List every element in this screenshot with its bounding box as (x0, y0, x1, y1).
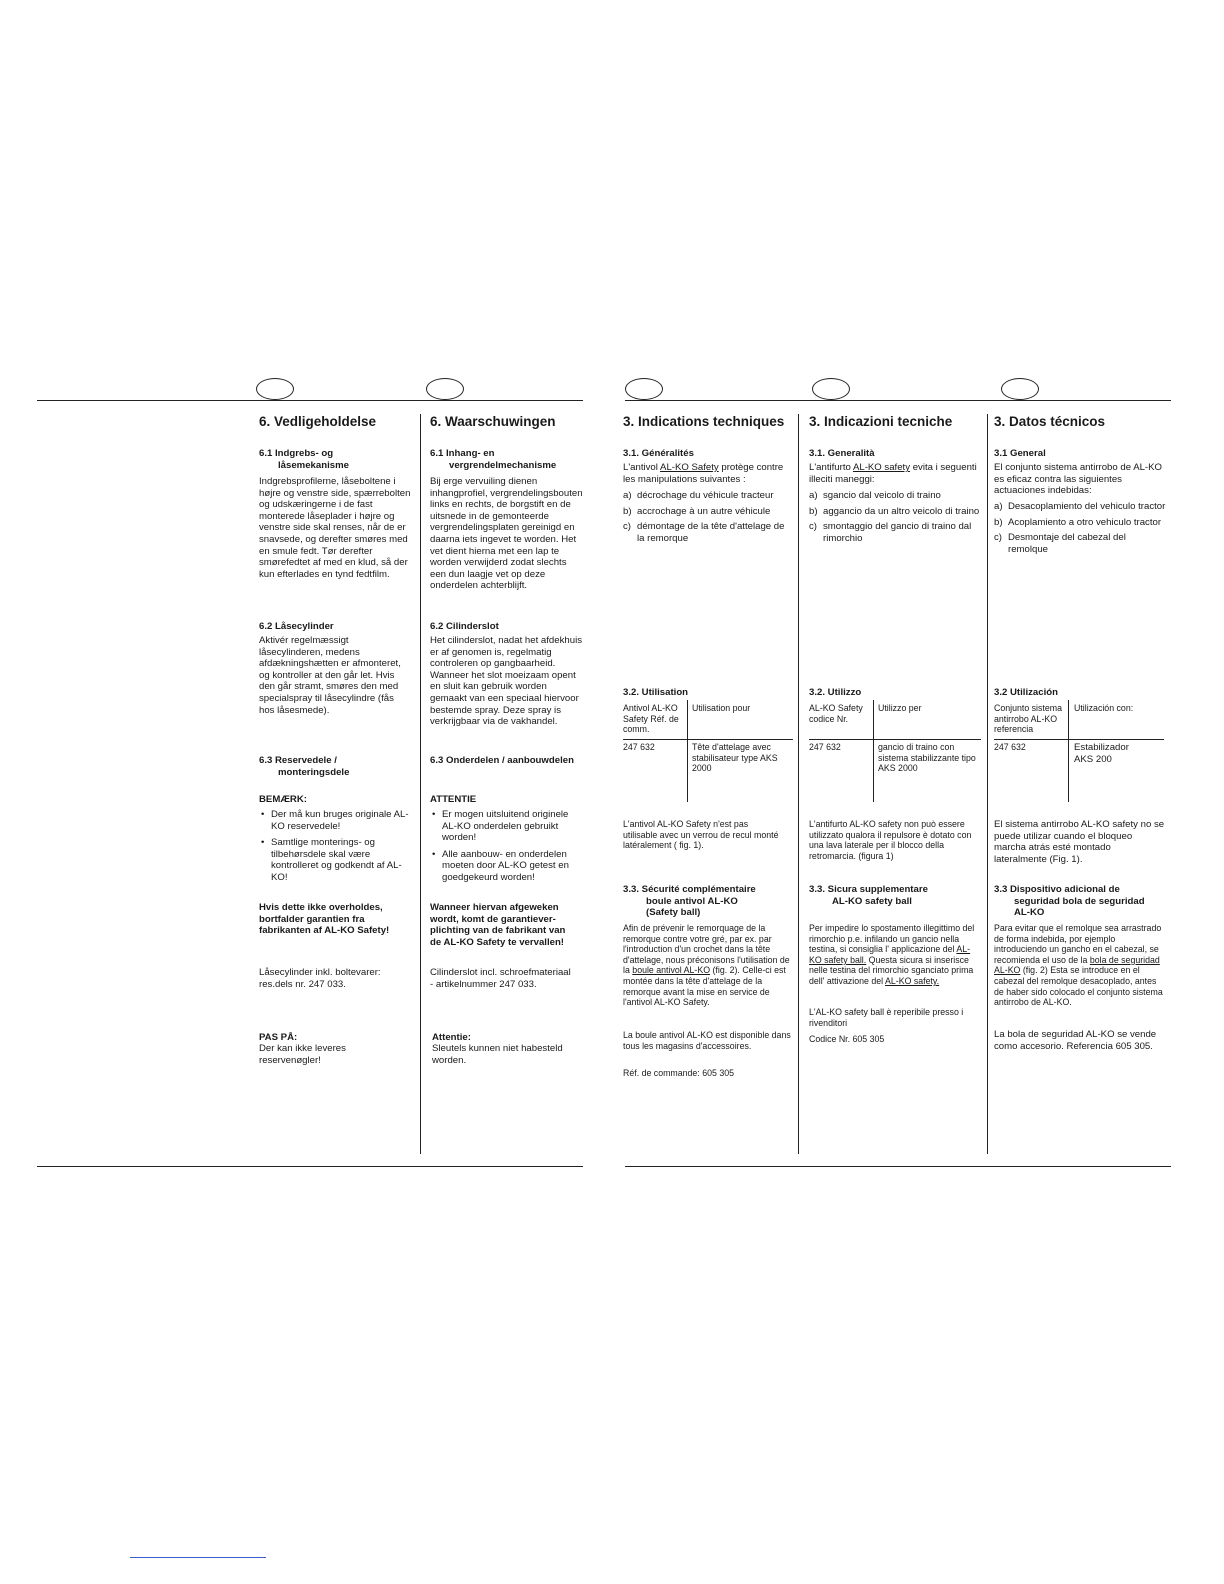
list (623, 490, 793, 548)
paragraph: Per impedire lo spostamento illegittimo del rimorchio p.e. infilando un gancio nella testina, si consiglia l' applicazione del AL-KO safety ball. Questa sicura si inserisce nelle testina del rimorchio sganciato prima dell' attivazione del AL-KO safety. (809, 923, 975, 986)
bottom-rule-left (37, 1166, 583, 1167)
table-header: Utilización con: (1074, 703, 1134, 713)
table-cell: 247 632 (809, 742, 841, 752)
subsection-title: 6.2 Cilinderslot (430, 621, 499, 632)
section-title: 6. Waarschuwingen (430, 414, 556, 429)
caution-title: Attentie: (432, 1032, 471, 1043)
paragraph: Para evitar que el remolque sea arrastrado de forma indebida, por ejemplo introduciendo un gancho en el cabezal, se recomienda el uso de la bola de seguridad AL-KO (fig. 2) Esta se introduce en el cabezal del remolque desacoplado, antes de haber sido colocado el conjunto sistema antirrobo de AL-KO. (994, 923, 1163, 1008)
subsection-title: 3.1. Generalità (809, 448, 875, 459)
subsection-title: 3.2. Utilizzo (809, 687, 862, 698)
table-cell: gancio di traino con sistema stabilizzante tipo AKS 2000 (878, 742, 976, 774)
section-title: 3. Indications techniques (623, 414, 785, 429)
list-item: c) smontaggio del gancio di traino dal rimorchio (809, 521, 972, 544)
subsection-title: 3.3 Dispositivo adicional de seguridad bola de seguridad AL-KO (994, 884, 1145, 919)
paragraph: L'antifurto AL-KO safety evita i seguenti illeciti maneggi: (809, 462, 977, 485)
list-item: a) Desacoplamiento del vehiculo tractor (994, 501, 1166, 512)
table-divider (873, 700, 874, 802)
list-item: b) accrochage à un autre véhicule (623, 505, 771, 517)
subsection-title: 6.2 Låsecylinder (259, 621, 334, 632)
table-header: AL-KO Safety codice Nr. (809, 703, 863, 724)
paragraph: L'AL-KO safety ball è reperibile presso i rivenditori (809, 1007, 964, 1028)
subsection-title: 6.3 Onderdelen / aanbouwdelen (430, 755, 574, 766)
table-rule (994, 739, 1164, 740)
list-item: b) Acoplamiento a otro vehiculo tractor (994, 516, 1162, 528)
table-cell: Tête d'attelage avec stabilisateur type AKS 2000 (692, 742, 778, 774)
table-rule (809, 739, 981, 740)
list (809, 490, 981, 548)
language-badge-icon (256, 378, 294, 400)
caution-title: PAS PÅ: (259, 1032, 298, 1043)
list (994, 501, 1166, 559)
table-cell: 247 632 (994, 742, 1026, 752)
paragraph: La boule antivol AL-KO est disponible dans tous les magasins d'accessoires. (623, 1030, 791, 1051)
footer-link-line (130, 1557, 266, 1558)
table-cell: 247 632 (623, 742, 655, 752)
subsection-title: 3.3. Sécurité complémentaire boule antivol AL-KO (Safety ball) (623, 884, 756, 919)
table-cell: Estabilizador AKS 200 (1074, 742, 1129, 765)
list-item: a) sgancio dal veicolo di traino (809, 490, 941, 501)
table-header: Antivol AL-KO Safety Réf. de comm. (623, 703, 679, 735)
part-number: Låsecylinder inkl. boltevarer: res.dels nr. 247 033. (259, 967, 381, 990)
table-header: Utilizzo per (878, 703, 922, 713)
paragraph: La bola de seguridad AL-KO se vende como accesorio. Referencia 605 305. (994, 1029, 1157, 1052)
list-item: • Der må kun bruges originale AL-KO reservedele! (261, 809, 409, 832)
list-item: • Alle aanbouw- en onderdelen moeten door AL-KO getest en goedgekeurd worden! (432, 848, 569, 883)
paragraph: El sistema antirrobo AL-KO safety no se puede utilizar cuando el bloqueo marcha atrás esté montado lateralmente (Fig. 1). (994, 819, 1165, 865)
bottom-rule-right (625, 1166, 1171, 1167)
table-header: Conjunto sistema antirrobo AL-KO referencia (994, 703, 1062, 735)
subsection-title: 3.2 Utilización (994, 687, 1058, 698)
section-title: 6. Vedligeholdelse (259, 414, 377, 429)
language-badge-icon (625, 378, 663, 400)
section-title: 3. Datos técnicos (994, 414, 1106, 429)
note-title: ATTENTIE (430, 794, 477, 805)
table-header: Utilisation pour (692, 703, 751, 713)
table-rule (623, 739, 793, 740)
list-item: • Er mogen uitsluitend originele AL-KO onderdelen gebruikt worden! (432, 809, 569, 844)
paragraph: L'antivol AL-KO Safety protège contre les manipulations suivantes : (623, 462, 784, 485)
paragraph: Het cilinderslot, nadat het afdekhuis er af genomen is, regelmatig controleren op gangbaarheid. Wanneer het slot moeizaam opent en sluit kan gebruik worden gemaakt van een speciaal hiervoor bestemde spray. Deze spray is verkrijgbaar via de vakhandel. (430, 635, 582, 728)
subsection-title: 6.3 Reservedele / monteringsdele (259, 755, 350, 778)
subsection-title: 3.1. Généralités (623, 448, 694, 459)
list-item: c) démontage de la tête d'attelage de la remorque (623, 521, 785, 544)
table-divider (1068, 700, 1069, 802)
paragraph: Indgrebsprofilerne, låseboltene i højre og venstre side, spærrebolten og udskæringerne i de fast monterede låseplader i højre og venstre side skal renses, når de er snavsede, og derefter smøres med en smule fedt. Tør derefter smørefedtet af med en klud, så der kun efterlades en tynd fedtfilm. (259, 476, 411, 580)
paragraph: L'antivol AL-KO Safety n'est pas utilisable avec un verrou de recul monté latéralement ( fig. 1). (623, 819, 779, 851)
warranty-notice: Hvis dette ikke overholdes, bortfalder garantien fra fabrikanten af AL-KO Safety! (259, 902, 390, 937)
table-divider (687, 700, 688, 802)
warranty-notice: Wanneer hiervan afgeweken wordt, komt de garantiever-plichting van de fabrikant van de AL-KO Safety te vervallen! (430, 902, 566, 948)
paragraph: L'antifurto AL-KO safety non può essere utilizzato qualora il repulsore è dotato con una lava laterale per il blocco della retromarcia. (figura 1) (809, 819, 972, 861)
paragraph: El conjunto sistema antirrobo de AL-KO es eficaz contra las siguientes actuaciones indebidas: (994, 462, 1162, 497)
list-item: c) Desmontaje del cabezal del remolque (994, 532, 1126, 555)
subsection-title: 6.1 Indgrebs- og låsemekanisme (259, 448, 349, 471)
bullet-list (430, 809, 578, 889)
list-item: a) décrochage du véhicule tracteur (623, 490, 774, 501)
paragraph: Aktivér regelmæssigt låsecylinderen, medens afdækningshætten er afmonteret, og kontroller at den går let. Hvis den går stramt, smøres den med specialspray til låsecylindre (fås hos låsesmede). (259, 635, 401, 716)
subsection-title: 6.1 Inhang- en vergrendelmechanisme (430, 448, 557, 471)
caution-text: Der kan ikke leveres reservenøgler! (259, 1043, 346, 1066)
column-divider (420, 414, 421, 1154)
language-badge-icon (1001, 378, 1039, 400)
caution-text: Sleutels kunnen niet habesteld worden. (432, 1043, 563, 1066)
subsection-title: 3.2. Utilisation (623, 687, 689, 698)
section-title: 3. Indicazioni tecniche (809, 414, 953, 429)
top-rule-right (625, 400, 1171, 401)
paragraph: Afin de prévenir le remorquage de la remorque contre votre gré, par ex. par l'introduction d'un crochet dans la tête d'attelage, nous préconisons l'utilisation de la boule antivol AL-KO (fig. 2). Celle-ci est montée dans la tête d'attelage de la remorque avant la mise en service de l'antivol AL-KO Safety. (623, 923, 790, 1008)
subsection-title: 3.1 General (994, 448, 1046, 459)
column-divider (798, 414, 799, 1154)
order-reference: Réf. de commande: 605 305 (623, 1068, 735, 1078)
paragraph: Bij erge vervuiling dienen inhangprofiel, vergrendelingsbouten links en rechts, de borgstift en de uitsnede in de gemonteerde vergrendelingsplaten gereinigd en daarna iets ingevet te worden. Het vet dient hierna met een lap te worden verwijderd zodat slechts een dun laagje vet op deze onderdelen achterblijft. (430, 476, 583, 592)
note-title: BEMÆRK: (259, 794, 307, 805)
order-reference: Codice Nr. 605 305 (809, 1034, 885, 1044)
part-number: Cilinderslot incl. schroefmateriaal - artikelnummer 247 033. (430, 967, 571, 990)
list-item: • Samtlige monterings- og tilbehørsdele skal være kontrolleret og godkendt af AL-KO! (261, 837, 402, 883)
language-badge-icon (426, 378, 464, 400)
bullet-list (259, 809, 413, 889)
language-badge-icon (812, 378, 850, 400)
list-item: b) aggancio da un altro veicolo di traino (809, 505, 980, 517)
top-rule-left (37, 400, 583, 401)
subsection-title: 3.3. Sicura supplementare AL-KO safety ball (809, 884, 928, 907)
column-divider (987, 414, 988, 1154)
